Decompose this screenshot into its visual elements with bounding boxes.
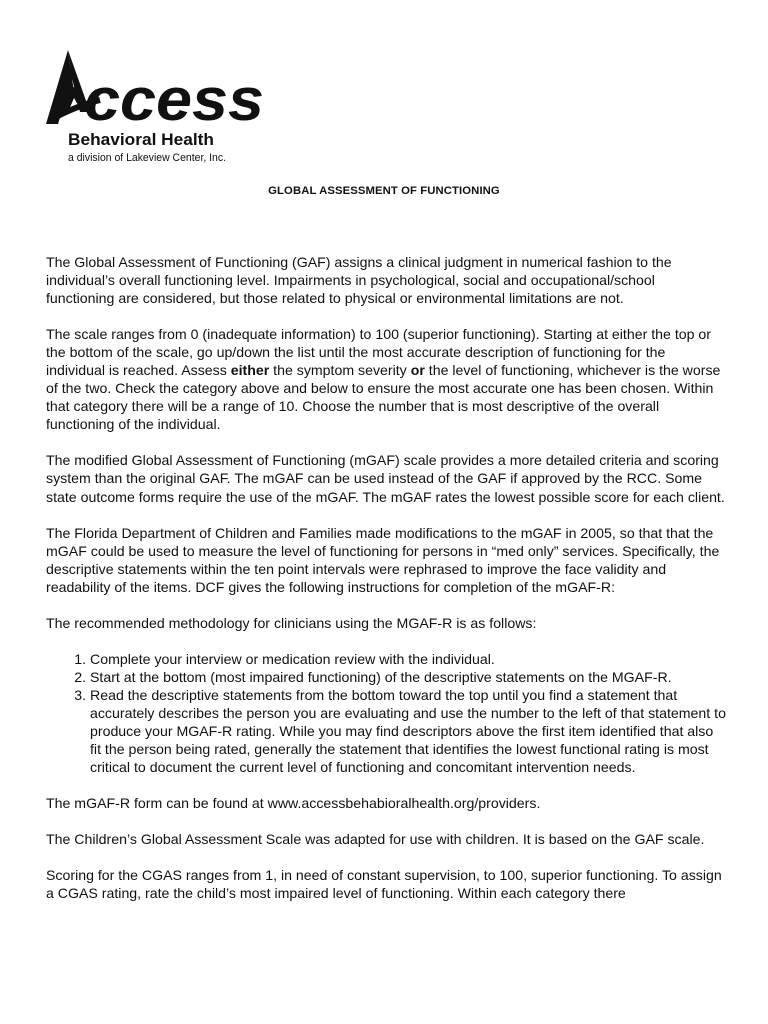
paragraph-methodology: The recommended methodology for clinicians using the MGAF-R is as follows: <box>46 614 537 631</box>
paragraph-scale <box>46 325 726 433</box>
list-item: 3. Read the descriptive statements from the bottom toward the top until you find a statement that accurately describes the person you are evaluating and use the number to the left of that statement to produce your MGAF-R rating. While you may find descriptors above the first item identified that also fit the person being rated, generally the statement that identifies the lowest functional rating is most critical to document the current level of functioning and concomitant intervention needs. <box>90 686 726 776</box>
emphasis-or: or <box>410 362 425 379</box>
paragraph-cgas-scoring: Scoring for the CGAS ranges from 1, in need of constant supervision, to 100, superior functioning. To assign a CGAS rating, rate the child’s most impaired level of functioning. Within each category there <box>46 867 722 902</box>
paragraph-scale-part2: the symptom severity <box>269 362 411 379</box>
document-body <box>46 253 726 920</box>
list-item: 1. Complete your interview or medication review with the individual. <box>90 650 726 668</box>
logo-line1: Behavioral Health <box>68 130 214 149</box>
paragraph-form-location: The mGAF-R form can be found at www.accessbehabioralhealth.org/providers. <box>46 795 541 812</box>
emphasis-either: either <box>230 362 270 379</box>
access-behavioral-health-logo <box>46 48 268 166</box>
paragraph-mgaf: The modified Global Assessment of Functioning (mGAF) scale provides a more detailed criteria and scoring system than the original GAF. The mGAF can be used instead of the GAF if approved by the RCC. Some state outcome forms require the use of the mGAF. The mGAF rates the lowest possible score for each client. <box>46 452 725 505</box>
paragraph-florida-dcf: The Florida Department of Children and Families made modifications to the mGAF in 2005, so that that the mGAF could be used to measure the level of functioning for persons in “med only” services. Specifically, the descriptive statements within the ten point intervals were rephrased to improve the face validity and readability of the items. DCF gives the following instructions for completion of the mGAF-R: <box>46 524 720 595</box>
logo-word: ccess <box>84 66 264 133</box>
paragraph-scale-part3: the level of functioning, whichever is the worse of the two. Check the category above and below to ensure the most accurate one has been chosen. Within that category there will be a range of 10. Choose the number that is most descriptive of the overall functioning of the individual. <box>46 362 721 433</box>
logo-graphic <box>46 48 268 166</box>
list-item: 2. Start at the bottom (most impaired functioning) of the descriptive statements on the MGAF-R. <box>90 668 726 686</box>
methodology-steps <box>46 650 726 776</box>
document-title: GLOBAL ASSESSMENT OF FUNCTIONING <box>268 185 500 197</box>
paragraph-cgas: The Children’s Global Assessment Scale was adapted for use with children. It is based on the GAF scale. <box>46 831 705 848</box>
paragraph-gaf-intro: The Global Assessment of Functioning (GAF) assigns a clinical judgment in numerical fashion to the individual’s overall functioning level. Impairments in psychological, social and occupational/school functioning are considered, but those related to physical or environmental limitations are not. <box>46 254 672 307</box>
paragraph-scale-part1: The scale ranges from 0 (inadequate information) to 100 (superior functioning). Starting at either the top or the bottom of the scale, go up/down the list until the most accurate description of functioning for the individual is reached. Assess <box>46 326 711 379</box>
logo-line2: a division of Lakeview Center, Inc. <box>68 152 226 164</box>
